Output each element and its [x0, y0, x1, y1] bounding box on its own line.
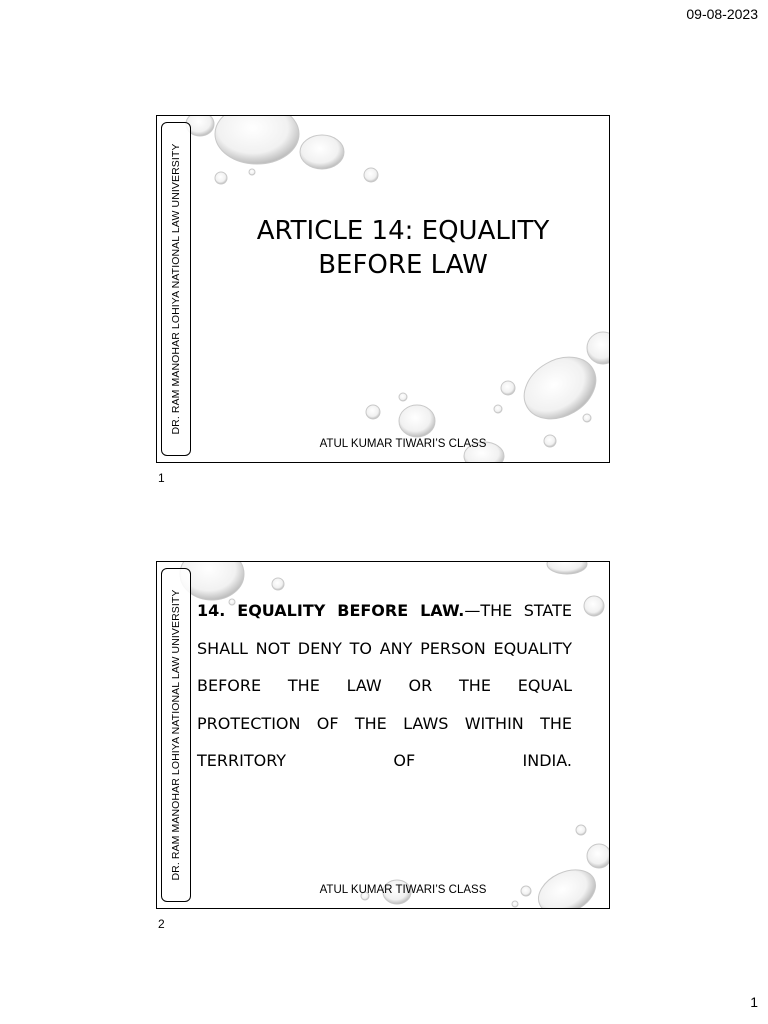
slide-title-line-2: BEFORE LAW: [318, 250, 488, 280]
slide-footer: ATUL KUMAR TIWARI’S CLASS: [319, 438, 487, 450]
slide-index: 2: [158, 917, 165, 931]
page-date: 09-08-2023: [686, 6, 758, 22]
university-banner: [161, 568, 191, 902]
article-heading: 14. EQUALITY BEFORE LAW.: [197, 601, 465, 620]
page-number: 1: [750, 994, 758, 1010]
slide-index: 1: [158, 471, 165, 485]
slide-1: [156, 115, 610, 463]
slide-title: [197, 214, 609, 282]
article-text: [197, 592, 572, 780]
slide-2: [156, 561, 610, 909]
slide-footer: ATUL KUMAR TIWARI’S CLASS: [319, 884, 487, 896]
university-name: DR. RAM MANOHAR LOHIYA NATIONAL LAW UNIVERSITY: [170, 589, 182, 881]
article-body: —THE STATE SHALL NOT DENY TO ANY PERSON EQUALITY BEFORE THE LAW OR THE EQUAL PROTECTION OF THE LAWS WITHIN THE TERRITORY OF INDIA.: [197, 601, 572, 770]
university-banner: [161, 122, 191, 456]
university-name: DR. RAM MANOHAR LOHIYA NATIONAL LAW UNIVERSITY: [170, 143, 182, 435]
water-drops-decoration: [157, 116, 609, 462]
slide-title-line-1: ARTICLE 14: EQUALITY: [256, 216, 550, 246]
